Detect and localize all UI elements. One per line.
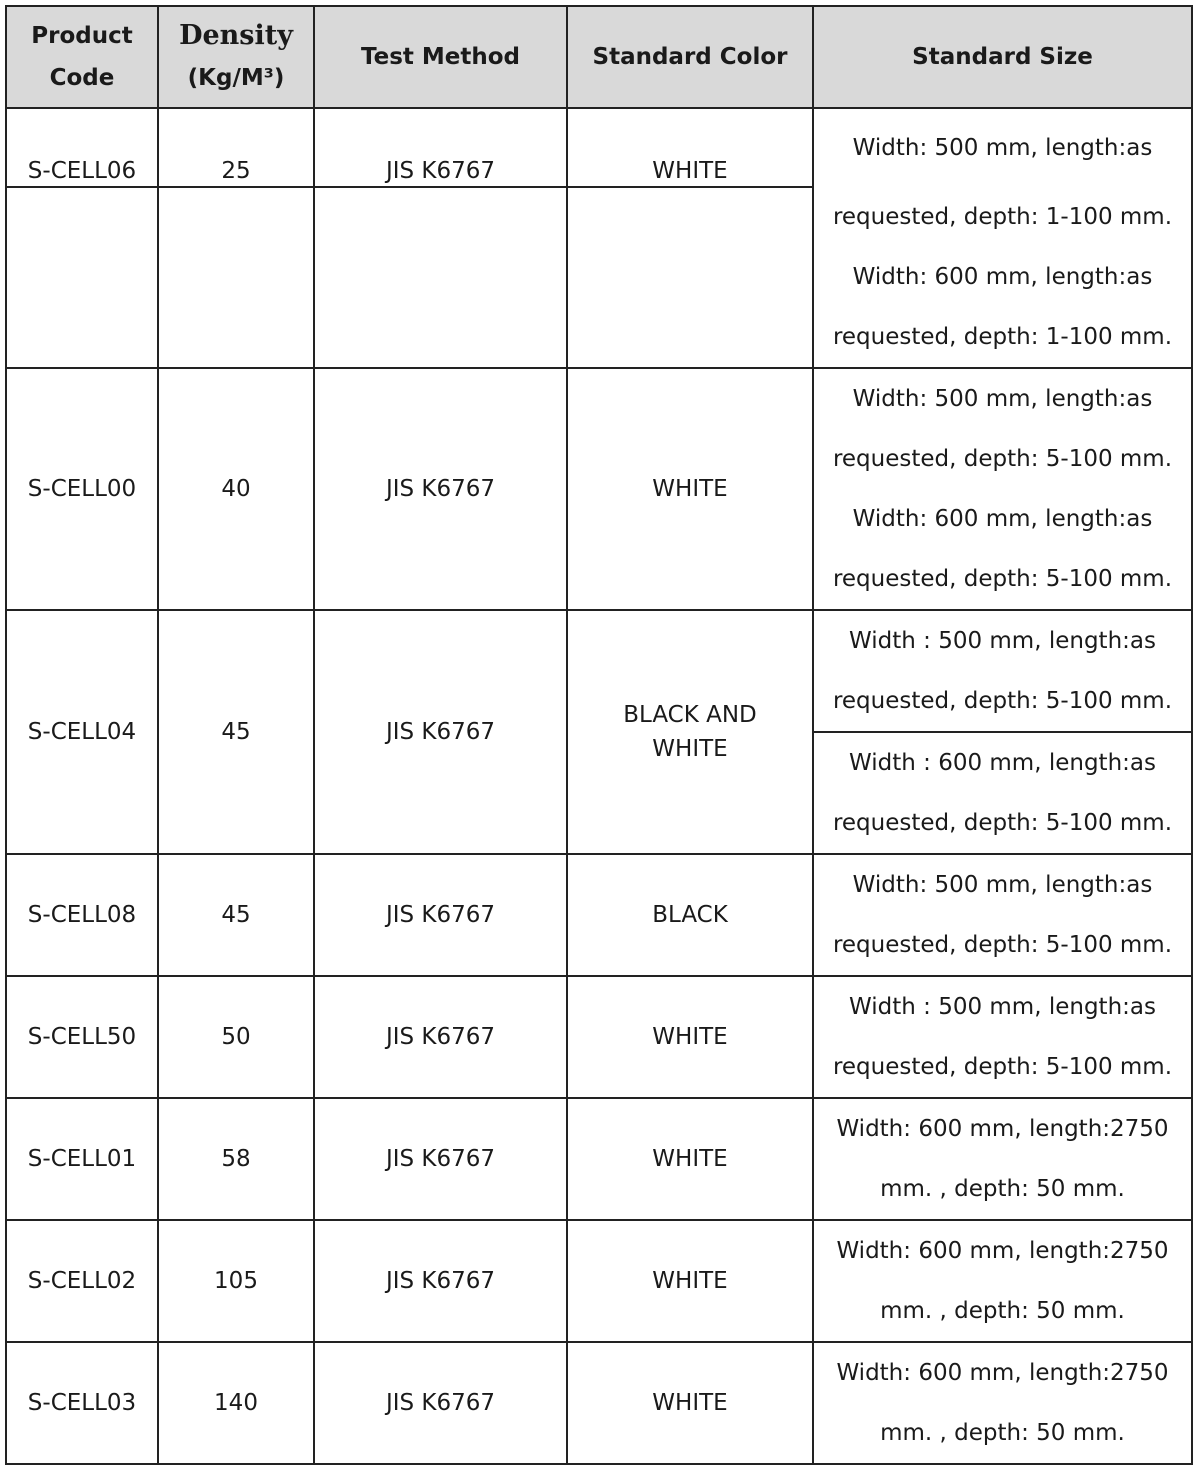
size-cell	[813, 732, 1192, 854]
size-line: Width: 600 mm, length:2750	[836, 1360, 1169, 1386]
size-cell	[813, 368, 1192, 610]
empty-cell	[158, 187, 314, 368]
product-code-cell: S-CELL08	[6, 854, 158, 976]
test-method-cell: JIS K6767	[314, 368, 567, 610]
test-method-cell: JIS K6767	[314, 610, 567, 854]
size-line: Width: 500 mm, length:as	[852, 135, 1153, 161]
header-standard-color: Standard Color	[567, 6, 813, 108]
size-line: Width: 500 mm, length:as	[852, 872, 1153, 898]
size-line: requested, depth: 5-100 mm.	[832, 810, 1173, 836]
size-line: mm. , depth: 50 mm.	[880, 1176, 1125, 1202]
empty-cell	[6, 187, 158, 368]
density-cell: 25	[158, 108, 314, 187]
test-method-cell: JIS K6767	[314, 1342, 567, 1464]
density-cell: 140	[158, 1342, 314, 1464]
size-line: Width: 500 mm, length:as	[852, 386, 1153, 412]
product-code-cell: S-CELL00	[6, 368, 158, 610]
color-cell	[567, 610, 813, 854]
size-line: requested, depth: 1-100 mm.	[832, 204, 1173, 230]
size-cell	[813, 610, 1192, 732]
header-product-code: Product Code	[6, 6, 158, 108]
product-code-cell: S-CELL02	[6, 1220, 158, 1342]
size-cell	[813, 854, 1192, 976]
size-line: requested, depth: 1-100 mm.	[832, 324, 1173, 350]
test-method-cell: JIS K6767	[314, 1220, 567, 1342]
color-cell: WHITE	[567, 1098, 813, 1220]
table-row	[6, 976, 1192, 1098]
product-code-cell: S-CELL01	[6, 1098, 158, 1220]
size-line: requested, depth: 5-100 mm.	[832, 566, 1173, 592]
size-cell	[813, 108, 1192, 368]
header-row	[6, 6, 1192, 108]
table-row	[6, 1098, 1192, 1220]
product-code-cell: S-CELL06	[6, 108, 158, 187]
empty-cell	[567, 187, 813, 368]
size-line: Width : 500 mm, length:as	[849, 994, 1156, 1020]
header-test-method: Test Method	[314, 6, 567, 108]
color-cell: BLACK	[567, 854, 813, 976]
color-line: WHITE	[652, 736, 728, 762]
color-cell: WHITE	[567, 108, 813, 187]
table-row	[6, 368, 1192, 610]
density-cell: 45	[158, 854, 314, 976]
color-cell: WHITE	[567, 368, 813, 610]
size-line: requested, depth: 5-100 mm.	[832, 1054, 1173, 1080]
color-cell: WHITE	[567, 1342, 813, 1464]
size-cell	[813, 1098, 1192, 1220]
test-method-cell: JIS K6767	[314, 976, 567, 1098]
table-row	[6, 854, 1192, 976]
color-cell: WHITE	[567, 1220, 813, 1342]
density-cell: 50	[158, 976, 314, 1098]
test-method-cell: JIS K6767	[314, 854, 567, 976]
product-spec-table	[5, 5, 1193, 1465]
test-method-cell: JIS K6767	[314, 1098, 567, 1220]
table-row	[6, 1220, 1192, 1342]
size-line: requested, depth: 5-100 mm.	[832, 446, 1173, 472]
color-line: BLACK AND	[623, 702, 757, 728]
header-density-word: Density	[179, 20, 293, 51]
table-row	[6, 1342, 1192, 1464]
size-line: Width : 600 mm, length:as	[849, 750, 1156, 776]
size-line: Width: 600 mm, length:2750	[836, 1116, 1169, 1142]
product-code-cell: S-CELL50	[6, 976, 158, 1098]
size-cell	[813, 1342, 1192, 1464]
product-code-cell: S-CELL03	[6, 1342, 158, 1464]
color-cell: WHITE	[567, 976, 813, 1098]
header-density-unit: (Kg/M³)	[187, 65, 285, 91]
size-cell	[813, 976, 1192, 1098]
density-cell: 45	[158, 610, 314, 854]
test-method-cell: JIS K6767	[314, 108, 567, 187]
size-line: mm. , depth: 50 mm.	[880, 1298, 1125, 1324]
density-cell: 40	[158, 368, 314, 610]
size-line: mm. , depth: 50 mm.	[880, 1420, 1125, 1446]
size-line: Width: 600 mm, length:2750	[836, 1238, 1169, 1264]
size-line: requested, depth: 5-100 mm.	[832, 688, 1173, 714]
header-density	[158, 6, 314, 108]
table-row	[6, 610, 1192, 732]
size-line: Width: 600 mm, length:as	[852, 264, 1153, 290]
product-code-cell: S-CELL04	[6, 610, 158, 854]
size-cell	[813, 1220, 1192, 1342]
size-line: Width: 600 mm, length:as	[852, 506, 1153, 532]
empty-cell	[314, 187, 567, 368]
size-line: Width : 500 mm, length:as	[849, 628, 1156, 654]
density-cell: 105	[158, 1220, 314, 1342]
header-standard-size: Standard Size	[813, 6, 1192, 108]
density-cell: 58	[158, 1098, 314, 1220]
size-line: requested, depth: 5-100 mm.	[832, 932, 1173, 958]
table-row	[6, 108, 1192, 187]
